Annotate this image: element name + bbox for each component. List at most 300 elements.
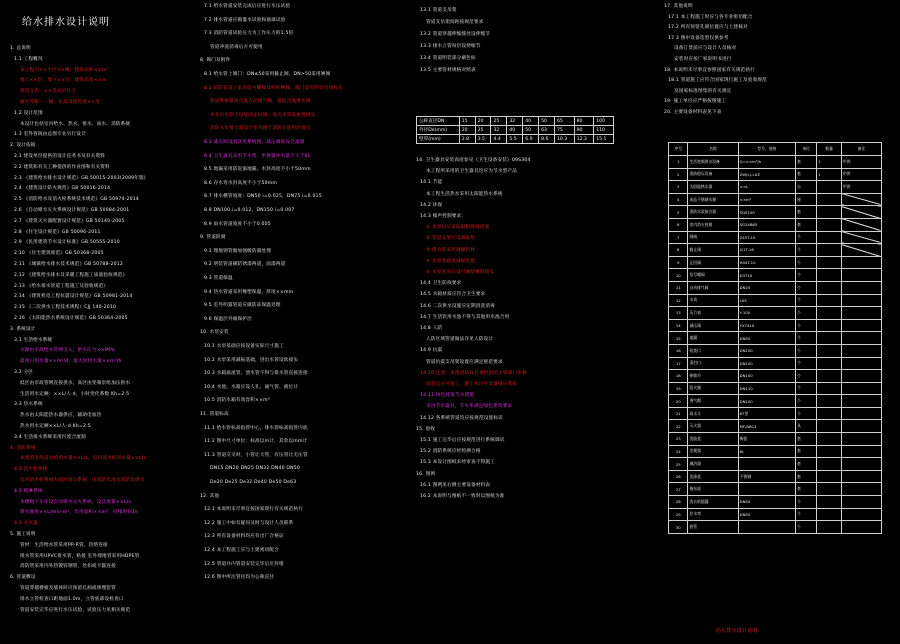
text-line: 8.1 给水管上阀门：DN≤50采用截止阀，DN>50采用闸阀 [204, 72, 331, 77]
text-line: 热水用水定额××L/人·d Kh=2.5 [20, 424, 91, 429]
table-cell: 套 [796, 470, 817, 483]
text-line: 耐火等级：一级，抗震设防烈度××度 [20, 100, 101, 105]
table-cell: ××L [738, 181, 795, 194]
table-row [669, 231, 882, 244]
text-line: 10.4 水池、水箱应设人孔、通气管、液位计 [204, 384, 299, 390]
text-line: 4.2 喷淋系统 [14, 488, 43, 494]
spec-cell: 公称直径DN [417, 117, 460, 126]
spec-cell: 65 [554, 117, 574, 126]
text-line: 4.1 消火栓系统 [14, 467, 48, 473]
text-line: 管道安装完毕应进行水压试验，试验压力见相关规范 [20, 607, 131, 613]
text-line: 喷水强度××L/min·m²，作用面积××m²，持续时间1h [20, 510, 139, 516]
table-cell: 雨水斗 [688, 407, 738, 420]
table-cell: 个 [796, 357, 817, 370]
text-line: 11.1 给水管标高指管中心，排水管标高指管内底 [204, 425, 308, 431]
text-line: 10. 水泵安装 [200, 330, 229, 336]
table-row [669, 319, 882, 332]
spec-row [417, 126, 614, 135]
table-row [669, 332, 882, 345]
text-line: 2.12 《建筑给水排水及采暖工程施工质量验收规范》 [14, 272, 128, 278]
table-cell [817, 206, 842, 219]
table-row [669, 445, 882, 458]
spec-cell: 5.5 [507, 135, 523, 144]
text-line: 室内消火栓系统为临时高压系统，由消防水池及消防泵供水 [20, 478, 145, 483]
text-line: 14.11 绿色建筑节水措施 [420, 393, 475, 399]
table-cell: 座 [796, 193, 817, 206]
table-cell [817, 407, 842, 420]
text-line: 20. 主要设备材料表见下表 [664, 110, 722, 115]
table-row [669, 433, 882, 446]
table-cell: 成品不锈钢水箱 [688, 193, 738, 206]
text-line: 排水管采用UPVC排水管，粘接 室外埋地管采用HDPE管 [20, 553, 140, 559]
table-cell: LXS [738, 294, 795, 307]
table-cell: 止回阀 [688, 256, 738, 269]
text-line: 人防区域管道做法详见人防设计 [426, 337, 494, 343]
spec-cell: 50 [539, 117, 555, 126]
table-cell [817, 269, 842, 282]
table-cell: 87型 [738, 407, 795, 420]
table-cell [841, 382, 881, 395]
spec-cell: 40 [507, 126, 523, 135]
text-line: 消防水泵接合器设于室外便于消防车使用的地点 [210, 126, 311, 132]
text-line: 12.3 所有设备材料均应有出厂合格证 [204, 534, 284, 540]
table-cell [841, 193, 881, 206]
text-line: 13.3 排水立管每层设伸缩节 [420, 44, 481, 49]
table-cell: 16 [669, 344, 688, 357]
table-cell: 个 [796, 269, 817, 282]
text-line: 14.9 抗震 [420, 348, 443, 354]
table-cell: 截止阀 [688, 244, 738, 257]
table-cell: 个 [796, 307, 817, 320]
text-line: 2.10 《住宅建筑规范》GB 50368-2005 [14, 251, 104, 257]
table-cell: 消防水泵接合器 [688, 206, 738, 219]
text-line: 管道系统最高点设自动排气阀，最低点设泄水阀 [210, 99, 311, 105]
table-cell: DN100 [738, 370, 795, 383]
table-cell: 套 [796, 156, 817, 169]
text-line: 9.3 管道保温 [204, 276, 233, 281]
table-cell [841, 407, 881, 420]
text-line: 14.10 注意：本图消防设计须经消防主管部门审核 [420, 370, 527, 376]
text-line: 16.1 图例见右侧主要设备材料表 [420, 482, 491, 488]
table-row [669, 244, 882, 257]
table-row [669, 193, 882, 206]
text-line: 8.4 卫生器具采用节水型，坐便器冲水量不大于6L [204, 153, 311, 159]
text-line: 16.2 本说明与图纸不一致时以图纸为准 [420, 494, 505, 499]
text-line: 2.7 《建筑灭火器配置设计规范》GB 50140-2005 [14, 218, 125, 224]
table-cell: H44T-10 [738, 256, 795, 269]
table-cell: 个 [796, 281, 817, 294]
table-cell: DN110 [738, 382, 795, 395]
text-line: 3.4 生活排水系统采用污废合流制 [14, 434, 86, 440]
text-line: ① 水泵房应采取隔振降噪措施 [426, 225, 490, 231]
table-cell: 30 [669, 521, 688, 534]
text-line: 15.2 消防系统应经检测合格 [420, 449, 481, 455]
text-line: ④ 水泵基础设减振装置 [426, 258, 476, 264]
table-row [669, 256, 882, 269]
table-cell: 18 [669, 370, 688, 383]
text-line: 14.1 节能 [420, 180, 443, 186]
text-line: 管材：生活给水管采用PP-R管，热熔连接 [20, 542, 108, 548]
table-cell [817, 244, 842, 257]
text-line: 8.6 存水弯水封高度不小于50mm [204, 180, 278, 186]
spec-cell: 外径De(mm) [417, 126, 460, 135]
table-cell: DN100 [738, 344, 795, 357]
table-cell [841, 395, 881, 408]
table-cell: 2 [669, 168, 688, 181]
table-cell [841, 445, 881, 458]
table-cell: 个 [796, 382, 817, 395]
table-cell: 清扫口 [688, 357, 738, 370]
text-line: 9.6 保温层外做保护层 [204, 316, 252, 322]
table-row [669, 395, 882, 408]
table-cell [841, 521, 881, 534]
spec-cell: 20 [475, 117, 491, 126]
text-line: 管道穿越楼板及墙体时应预留孔洞或预埋套管 [20, 586, 116, 591]
table-cell: D371X [738, 269, 795, 282]
table-cell: 25 [669, 458, 688, 471]
table-cell: 地漏 [688, 332, 738, 345]
table-cell [841, 470, 881, 483]
spec-cell: 50 [523, 126, 539, 135]
table-row [669, 470, 882, 483]
text-line: 14.8 人防 [420, 326, 443, 331]
text-line: 7.2 排水管道应做灌水试验和通球试验 [204, 17, 286, 23]
text-line: 15.1 施工完毕后应按规范进行系统调试 [420, 438, 505, 443]
text-line: 1.3 室外管线由总图专业另行设计 [14, 132, 86, 138]
table-cell [817, 445, 842, 458]
text-line: 9.2 明装管道刷防锈漆两道，面漆两道 [204, 262, 286, 268]
table-cell: J11T-16 [738, 244, 795, 257]
table-cell: 个 [796, 344, 817, 357]
table-header-cell: 序号 [669, 143, 688, 156]
text-line: 4. 消防系统 [10, 445, 36, 451]
table-cell: Z45T-10 [738, 231, 795, 244]
table-cell: 个 [796, 319, 817, 332]
table-cell: DN100 [738, 357, 795, 370]
text-line: 10.2 水泵采用减振基础，进出水管设软接头 [204, 357, 299, 363]
text-line: 16. 图例 [416, 471, 436, 477]
text-line: 7.1 给水管道安装完成后应进行水压试验 [204, 4, 291, 9]
table-row [669, 407, 882, 420]
text-line: 12.6 图中所注管径均为公称直径 [204, 575, 275, 581]
table-cell: 减压阀 [688, 319, 738, 332]
text-line: 水泵出水管上设缓闭止回阀，进出水管设柔性接头 [210, 112, 316, 118]
table-cell: DN100 [738, 395, 795, 408]
text-line: 9.4 热水管道采用橡塑保温，厚度××mm [204, 289, 294, 295]
spec-cell: 15.1 [594, 135, 614, 144]
table-cell: 个 [796, 496, 817, 509]
table-row [669, 168, 882, 181]
text-line: 17.1 本工程施工时应与各专业密切配合 [668, 14, 753, 20]
text-line: 7.3 消防管道试验压力为工作压力的1.5倍 [204, 31, 294, 37]
table-cell: 闸阀 [688, 231, 738, 244]
text-line: 3. 系统设计 [10, 326, 36, 332]
text-line: 19. 施工单位应严格按图施工 [664, 99, 727, 105]
table-cell [817, 357, 842, 370]
table-row [669, 269, 882, 282]
table-cell [817, 508, 842, 521]
text-line: 12.5 管道井内管道安装完毕后应封堵 [204, 561, 284, 567]
table-cell: 1 [817, 156, 842, 169]
text-line: 管道冲洗消毒后方可使用 [210, 44, 263, 50]
table-cell [841, 281, 881, 294]
table-cell [841, 256, 881, 269]
table-header-cell: 单位 [796, 143, 817, 156]
table-cell: ××m³ [738, 193, 795, 206]
table-cell: 个 [796, 521, 817, 534]
table-header-cell: 型号、规格 [738, 143, 795, 156]
table-cell: 7 [669, 231, 688, 244]
table-cell [817, 420, 842, 433]
text-line: 2.13 《给水排水管道工程施工及验收规范》 [14, 283, 109, 289]
table-cell [817, 433, 842, 446]
text-line: 17.2 所有预留孔洞位置应与土建核对 [668, 25, 748, 31]
table-cell [841, 370, 881, 383]
table-cell: 套 [796, 433, 817, 446]
table-cell: 坐便器 [688, 445, 738, 458]
table-cell: 8 [669, 244, 688, 257]
text-line: 管道支吊架间距按规范要求 [426, 20, 484, 25]
text-line: 2.2 建筑和有关工种提供的作业图和有关资料 [14, 164, 110, 170]
text-line: 5. 施工说明 [10, 532, 36, 537]
table-cell: 洗脸盆 [688, 433, 738, 446]
text-line: 9.5 室外明露管道应做防冻保温处理 [204, 303, 281, 309]
table-cell: 伸缩节 [688, 370, 738, 383]
text-line: 2.14 《建筑机电工程抗震设计规范》GB 50981-2014 [14, 294, 133, 300]
table-cell: 15 [669, 332, 688, 345]
text-line: 本设计包括室内给水、热水、排水、雨水、消防系统 [20, 121, 131, 127]
table-cell: 套 [796, 168, 817, 181]
table-cell: 套 [796, 445, 817, 458]
text-line: 12.2 施工中如有疑问及时与设计人员联系 [204, 520, 294, 526]
table-row [669, 294, 882, 307]
text-line: 8. 阀门及附件 [200, 58, 231, 64]
table-cell: 19 [669, 382, 688, 395]
table-row [669, 508, 882, 521]
spec-cell: 4.4 [491, 135, 507, 144]
text-line: 2.5 《消防给水及消火栓系统技术规范》GB 50974-2014 [14, 197, 140, 203]
table-cell: 10 [669, 269, 688, 282]
footer-title: 给水排水设计说明 [716, 628, 758, 634]
text-line: 11.3 管道交叉时，小管让大管，有压管让无压管 [204, 452, 308, 458]
table-header-cell: 数量 [817, 143, 842, 156]
table-cell [817, 294, 842, 307]
table-cell: 13 [669, 307, 688, 320]
table-row [669, 218, 882, 231]
table-cell [817, 319, 842, 332]
text-line: 12.4 本工程施工应与土建密切配合 [204, 548, 280, 553]
table-cell [841, 206, 881, 219]
table-row [669, 344, 882, 357]
table-cell [841, 420, 881, 433]
table-cell: DN50 [738, 496, 795, 509]
spec-cell: 63 [539, 126, 555, 135]
text-line: 17.3 图中设备选型仅供参考 [668, 35, 729, 41]
table-cell: 27 [669, 483, 688, 496]
table-cell: 22 [669, 420, 688, 433]
table-row [669, 370, 882, 383]
text-line: 14.3 噪声控制要求： [420, 214, 467, 219]
table-cell: 水表 [688, 294, 738, 307]
table-cell: 28 [669, 496, 688, 509]
table-cell: SG24B65 [738, 218, 795, 231]
text-line: 地上××层，地下××层，建筑高度××m [20, 78, 107, 84]
table-cell [817, 470, 842, 483]
table-cell [817, 231, 842, 244]
table-cell: 个 [796, 256, 817, 269]
table-cell: 甲供 [841, 181, 881, 194]
text-line: 11. 管道标高 [200, 412, 229, 417]
table-cell [817, 332, 842, 345]
spec-cell: 20 [459, 126, 475, 135]
table-cell: 太阳能热水器 [688, 181, 738, 194]
table-row [669, 483, 882, 496]
spec-cell: 100 [594, 117, 614, 126]
text-line: 2.8 《住宅设计规范》GB 50096-2011 [14, 229, 101, 235]
table-cell: 6L [738, 445, 795, 458]
text-line: 1. 总说明 [10, 46, 31, 51]
text-line: 同意后方可施工，施工单位应具备相应资质 [426, 382, 518, 387]
table-cell: 个 [796, 244, 817, 257]
table-header-cell: 备注 [841, 143, 881, 156]
table-cell [738, 521, 795, 534]
table-cell: 存水弯 [688, 508, 738, 521]
text-line: 12. 其他 [200, 493, 220, 499]
table-cell: 套 [796, 458, 817, 471]
text-line: 3.3 热水系统 [14, 402, 43, 408]
text-line: 14. 卫生器具安装高度参见《卫生设备安装》09S304 [416, 158, 531, 163]
table-cell: 甲供 [841, 168, 881, 181]
text-line: 15.3 本设计图纸未经审查不得施工 [420, 460, 496, 466]
table-cell: MF/ABC4 [738, 420, 795, 433]
table-cell [817, 281, 842, 294]
table-cell: 6 [669, 218, 688, 231]
table-cell [817, 256, 842, 269]
table-row [669, 181, 882, 194]
table-cell [817, 395, 842, 408]
table-cell: 个 [796, 294, 817, 307]
table-cell: 压力表 [688, 307, 738, 320]
spec-cell: 75 [554, 126, 574, 135]
text-line: 及国家标准图集的有关规定 [674, 88, 732, 94]
table-cell: 29 [669, 508, 688, 521]
table-cell: ZW(L)-I-XZ [738, 168, 795, 181]
text-line: 10.3 水箱溢流管、泄水管不得与排水管直接连接 [204, 371, 308, 377]
table-cell: 套 [796, 206, 817, 219]
table-cell: Q=××m³/h [738, 156, 795, 169]
table-cell: 自动排气阀 [688, 281, 738, 294]
table-cell: SQS100 [738, 206, 795, 219]
table-row [669, 496, 882, 509]
table-cell [817, 521, 842, 534]
table-cell: 个 [796, 332, 817, 345]
table-row [669, 458, 882, 471]
spec-row [417, 117, 614, 126]
table-cell [841, 332, 881, 345]
text-line: 管道抗震支吊架设置应满足规范要求 [426, 359, 503, 365]
table-cell: 陶瓷 [738, 433, 795, 446]
table-cell: 阻火圈 [688, 382, 738, 395]
table-cell: 26 [669, 470, 688, 483]
text-line: 2.11 《城镇给水排水技术规范》GB 50788-2012 [14, 262, 123, 267]
text-line: 消防管采用内外热镀锌钢管，丝扣或卡箍连接 [20, 564, 116, 570]
table-cell [841, 483, 881, 496]
text-line: 3.1 生活给水系统 [14, 337, 53, 343]
table-cell [841, 244, 881, 257]
table-cell [817, 193, 842, 206]
table-row [669, 357, 882, 370]
spec-cell: 8.6 [539, 135, 555, 144]
text-line: 设备订货前应与设计人员核对 [674, 46, 737, 52]
table-cell: DN50 [738, 332, 795, 345]
spec-cell: 32 [507, 117, 523, 126]
text-line: 14.12 各系统管道均应按规范设置标识 [420, 415, 503, 421]
text-line: 13.5 主要管材规格对照表 [420, 68, 476, 73]
text-line: 12.1 本说明未尽事宜按国家现行有关规范执行 [204, 507, 303, 513]
table-cell [738, 458, 795, 471]
table-row [669, 420, 882, 433]
text-line: 生活用水定额：××L/人·d，小时变化系数 Kh=2.5 [20, 391, 130, 397]
table-cell: 甲供 [841, 156, 881, 169]
table-row [669, 382, 882, 395]
text-line: 15. 验收 [416, 426, 436, 432]
page-title: 给水排水设计说明 [22, 17, 110, 28]
text-line: 8.5 地漏采用防返溢地漏，水封高度不小于50mm [204, 167, 311, 173]
equipment-table [668, 142, 882, 534]
table-cell: 17 [669, 357, 688, 370]
text-line: 14.5 水箱材质应符合卫生要求 [420, 292, 486, 298]
table-cell: 套 [796, 218, 817, 231]
text-line: 本工程为××小区××楼，建筑面积××m² [20, 67, 109, 73]
table-cell: 21 [669, 407, 688, 420]
table-cell: 套 [796, 483, 817, 496]
table-cell: YX741X [738, 319, 795, 332]
spec-cell: 25 [475, 126, 491, 135]
table-cell: 个 [796, 508, 817, 521]
table-cell: 14 [669, 319, 688, 332]
spec-cell: 80 [574, 117, 594, 126]
text-line: 2.16 《太阳能热水系统设计规范》GB 50364-2005 [14, 316, 128, 321]
table-cell: 灭火器 [688, 420, 738, 433]
table-cell: 5 [669, 206, 688, 219]
text-line: 14.6 二次供水设施应定期清洗消毒 [420, 303, 496, 309]
table-cell [817, 181, 842, 194]
table-header-cell: 名称 [688, 143, 738, 156]
text-line: 10.1 水泵基础应按设备实际尺寸施工 [204, 344, 284, 349]
text-line: 低区由市政管网直接供水，高区由变频泵组加压供水 [20, 380, 131, 386]
spec-cell: 25 [491, 117, 507, 126]
text-line: 14.7 生活饮用水池不得与其他用水池合用 [420, 314, 510, 320]
spec-cell: 2.8 [459, 135, 475, 144]
text-line: 2.3 《建筑给水排水设计规范》GB 50015-2003(2009年版) [14, 175, 146, 181]
spec-cell: 12.3 [574, 135, 594, 144]
text-line: 热水由太阳能热水器供应，辅助电加热 [20, 413, 102, 419]
table-cell: 检查口 [688, 344, 738, 357]
text-line: DN15 DN20 DN25 DN32 DN40 DN50 [210, 466, 301, 472]
spec-cell: 110 [594, 126, 614, 135]
spec-cell: 40 [523, 117, 539, 126]
table-cell: 不锈钢 [738, 470, 795, 483]
text-line: 8.3 减压阀设置详见系统图，减压阀前设过滤器 [204, 140, 305, 145]
table-cell: Y-100 [738, 307, 795, 320]
text-line: 18. 本说明未尽事宜参照国家有关规范执行 [664, 67, 756, 73]
text-line: 8.8 DN100 i=0.012，DN150 i=0.007 [204, 208, 295, 213]
text-line: 2.15 《二次供水工程技术规程》CJJ 140-2010 [14, 305, 117, 311]
text-line: 8.7 排水横管坡度：DN50 i=0.025，DN75 i=0.015 [204, 194, 322, 200]
spec-row [417, 135, 614, 144]
table-cell [841, 319, 881, 332]
table-cell [817, 344, 842, 357]
